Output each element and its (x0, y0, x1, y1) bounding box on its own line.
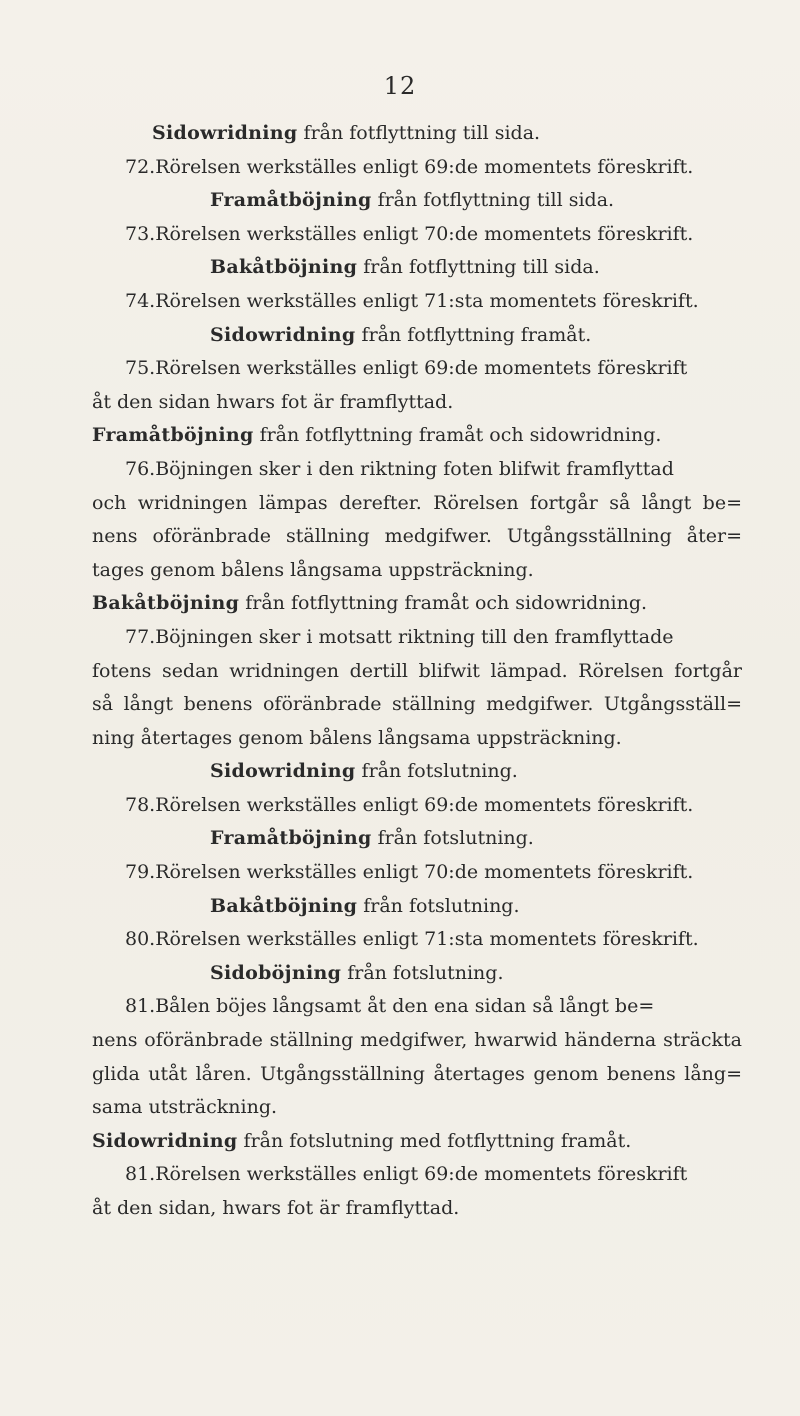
line-text: från fotflyttning till sida. (297, 122, 541, 144)
page-number: 12 (383, 72, 417, 100)
paragraph-number: 73. (125, 222, 156, 245)
heading-term: Bakåtböjning (210, 256, 358, 279)
text-line (92, 487, 742, 521)
text-line (92, 688, 742, 722)
paragraph-number: 81. (125, 995, 156, 1018)
line-text: Rörelsen werkställes enligt 71:sta momentets föreskrift. (155, 928, 699, 951)
line-text: åt den sidan hwars fot är framflyttad. (92, 390, 454, 413)
line-text: Rörelsen werkställes enligt 69:de momentets föreskrift. (155, 155, 694, 178)
line-text: glida utåt låren. Utgångsställning återtages genom benens lång= (92, 1062, 742, 1085)
numbered-paragraph-line (92, 352, 742, 386)
paragraph-number: 81. (125, 1163, 156, 1186)
line-text: från fotflyttning framåt och sidowridning. (239, 592, 648, 615)
paragraph-number: 79. (125, 861, 156, 884)
heading-term: Sidowridning (92, 1129, 238, 1152)
section-heading-line (92, 587, 742, 621)
line-text: Rörelsen werkställes enligt 69:de momentets föreskrift (155, 357, 688, 380)
line-text: från fotslutning. (341, 961, 504, 984)
heading-term: Framåtböjning (92, 424, 254, 447)
section-heading-line (92, 957, 742, 991)
section-heading-line (92, 755, 742, 789)
line-text: ning återtages genom bålens långsama uppsträckning. (92, 726, 622, 749)
heading-term: Sidowridning (152, 122, 298, 144)
heading-term: Sidowridning (210, 323, 356, 346)
section-heading-line (92, 251, 742, 285)
heading-term: Framåtböjning (210, 189, 372, 212)
line-text: nens oföränbrade ställning medgifwer, hwarwid händerna sträckta (92, 1029, 742, 1052)
text-line (92, 722, 742, 756)
paragraph-number: 80. (125, 928, 156, 951)
line-text: fotens sedan wridningen dertill blifwit lämpad. Rörelsen fortgår (92, 659, 742, 682)
line-text: från fotslutning. (357, 894, 520, 917)
text-line (92, 1091, 742, 1125)
line-text: Rörelsen werkställes enligt 70:de momentets föreskrift. (155, 222, 694, 245)
line-text: sama utsträckning. (92, 1096, 278, 1119)
paragraph-number: 72. (125, 155, 156, 178)
numbered-paragraph-line (92, 990, 742, 1024)
numbered-paragraph-line (92, 453, 742, 487)
line-text: från fotslutning. (355, 760, 518, 783)
numbered-paragraph-line (92, 856, 742, 890)
line-text: nens oföränbrade ställning medgifwer. Utgångsställning åter= (92, 525, 742, 548)
text-line (92, 554, 742, 588)
section-heading-line (92, 319, 742, 353)
section-heading-line (92, 890, 742, 924)
line-text: Rörelsen werkställes enligt 70:de momentets föreskrift. (155, 861, 694, 884)
heading-term: Bakåtböjning (210, 894, 358, 917)
line-text: från fotflyttning framåt. (355, 323, 592, 346)
line-text: Rörelsen werkställes enligt 69:de momentets föreskrift (155, 1163, 688, 1186)
numbered-paragraph-line (92, 285, 742, 319)
text-line (92, 655, 742, 689)
numbered-paragraph-line (92, 923, 742, 957)
section-heading-line (92, 822, 742, 856)
text-line (92, 1024, 742, 1058)
numbered-paragraph-line (92, 1158, 742, 1192)
line-text: från fotslutning. (371, 827, 534, 850)
text-line (92, 1192, 742, 1226)
paragraph-number: 75. (125, 357, 156, 380)
line-text: från fotslutning med fotflyttning framåt. (237, 1129, 632, 1152)
line-text: och wridningen lämpas derefter. Rörelsen fortgår så långt be= (92, 491, 742, 514)
line-text: Böjningen sker i den riktning foten blifwit framflyttad (155, 457, 674, 480)
numbered-paragraph-line (92, 789, 742, 823)
text-line (92, 386, 742, 420)
line-text: tages genom bålens långsama uppsträckning. (92, 558, 534, 581)
section-heading-line (92, 184, 742, 218)
text-line (92, 520, 742, 554)
line-text: från fotflyttning till sida. (357, 256, 600, 279)
paragraph-number: 74. (125, 289, 156, 312)
text-line (92, 1058, 742, 1092)
paragraph-number: 78. (125, 793, 156, 816)
line-text: Rörelsen werkställes enligt 71:sta momentets föreskrift. (155, 289, 699, 312)
section-heading-line (92, 1125, 742, 1159)
heading-term: Framåtböjning (210, 827, 372, 850)
heading-term: Sidowridning (210, 760, 356, 783)
line-text: Böjningen sker i motsatt riktning till den framflyttade (155, 625, 674, 648)
paragraph-number: 77. (125, 625, 156, 648)
heading-term: Sidoböjning (210, 961, 342, 984)
section-heading-line (92, 419, 742, 453)
section-heading-line (92, 117, 742, 151)
body-text (92, 117, 742, 1226)
line-text: från fotflyttning framåt och sidowridning. (253, 424, 662, 447)
numbered-paragraph-line (92, 218, 742, 252)
line-text: Bålen böjes långsamt åt den ena sidan så långt be= (155, 995, 655, 1018)
numbered-paragraph-line (92, 621, 742, 655)
line-text: Rörelsen werkställes enligt 69:de momentets föreskrift. (155, 793, 694, 816)
heading-term: Bakåtböjning (92, 592, 240, 615)
line-text: från fotflyttning till sida. (371, 189, 615, 212)
paragraph-number: 76. (125, 457, 156, 480)
line-text: så långt benens oföränbrade ställning medgifwer. Utgångsställ= (92, 693, 742, 716)
numbered-paragraph-line (92, 151, 742, 185)
line-text: åt den sidan, hwars fot är framflyttad. (92, 1197, 460, 1219)
